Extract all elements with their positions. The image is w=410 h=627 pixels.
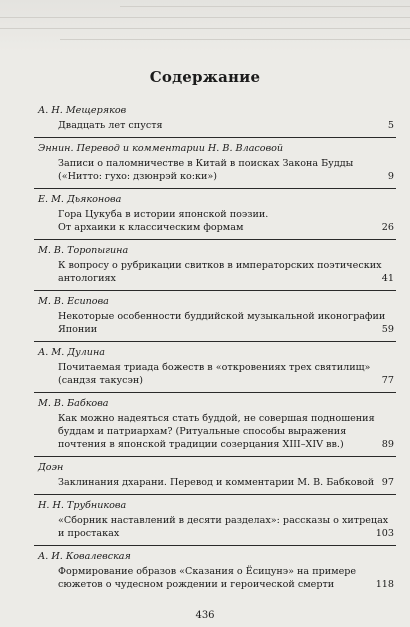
entry-title-line: Формирование образов «Сказания о Ёсицунэ» на примере (58, 566, 357, 577)
toc-entry (34, 100, 396, 137)
entry-title-line: буддам и патриархам? (Ритуальные способы выражения (58, 426, 347, 437)
entry-author: А. Н. Мещеряков (38, 105, 127, 116)
entry-title-line: почтения в японской традиции созерцания XIII–XIV вв.) (58, 439, 344, 450)
entry-author: М. В. Есипова (38, 296, 109, 307)
toc-entry (34, 494, 396, 545)
entry-author: Н. Н. Трубникова (38, 500, 127, 511)
entry-page-number: 9 (387, 171, 394, 182)
entry-title-line: антологиях (58, 273, 116, 284)
entry-title-line: Заклинания дхарани. Перевод и комментарии М. В. Бабковой (58, 477, 375, 488)
entry-author: М. В. Бабкова (38, 398, 109, 409)
toc-entry (34, 341, 396, 392)
entry-title-line: От архаики к классическим формам (58, 222, 244, 233)
entry-page-number: 41 (381, 273, 394, 284)
table-of-contents (34, 100, 396, 596)
page-number: 436 (195, 610, 215, 621)
entry-page-number: 77 (381, 375, 394, 386)
entry-page-number: 97 (381, 477, 394, 488)
entry-title-line: Японии (58, 324, 98, 335)
entry-title-line: К вопросу о рубрикации свитков в императорских поэтических (58, 260, 382, 271)
entry-author: М. В. Торопыгина (38, 245, 129, 256)
entry-title-line: Двадцать лет спустя (58, 120, 163, 131)
entry-title-line: (сандзя такусэн) (58, 375, 144, 386)
page-title: Содержание (149, 68, 261, 86)
entry-author: Эннин. Перевод и комментарии Н. В. Власовой (38, 143, 284, 154)
toc-entry (34, 137, 396, 188)
entry-author: А. М. Дулина (38, 347, 105, 358)
entry-title-line: «Сборник наставлений в десяти разделах»: рассказы о хитрецах (58, 515, 389, 526)
entry-title-line: Записи о паломничестве в Китай в поисках Закона Будды (58, 158, 354, 169)
entry-author: Доэн (38, 462, 64, 473)
entry-title-line: («Нитто: гухо: дзюнрэй ко:ки») (58, 171, 218, 182)
entry-title-line: Некоторые особенности буддийской музыкальной иконографии (58, 311, 386, 322)
entry-title-line: Гора Цукуба в истории японской поэзии. (58, 209, 269, 220)
entry-page-number: 103 (375, 528, 394, 539)
entry-page-number: 5 (387, 120, 394, 131)
entry-title-line: Почитаемая триада божеств в «откровениях трех святилищ» (58, 362, 371, 373)
entry-page-number: 118 (375, 579, 394, 590)
entry-page-number: 89 (381, 439, 394, 450)
toc-entry (34, 392, 396, 456)
toc-entry (34, 545, 396, 596)
toc-entry (34, 290, 396, 341)
entry-author: А. И. Ковалевская (38, 551, 131, 562)
entry-title-line: Как можно надеяться стать буддой, не совершая подношения (58, 413, 375, 424)
toc-entry (34, 239, 396, 290)
entry-page-number: 59 (381, 324, 394, 335)
entry-title-line: сюжетов о чудесном рождении и героической смерти (58, 579, 335, 590)
entry-page-number: 26 (381, 222, 394, 233)
toc-entry (34, 456, 396, 494)
toc-entry (34, 188, 396, 239)
bleed-through-text (0, 0, 410, 52)
entry-author: Е. М. Дьяконова (38, 194, 122, 205)
entry-title-line: и простаках (58, 528, 120, 539)
